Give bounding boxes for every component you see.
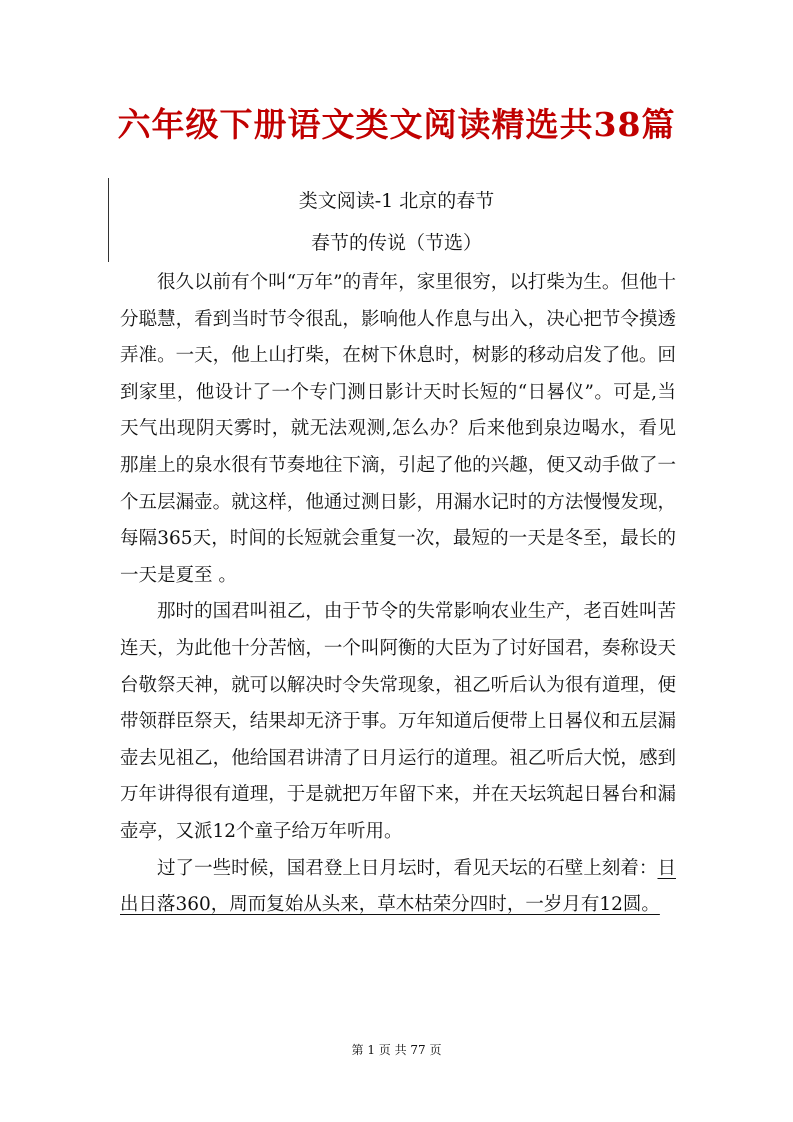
paragraph-3 <box>120 851 676 924</box>
document-title: 六年级下册语文类文阅读精选共38篇 <box>117 105 676 144</box>
paragraph-1: 很久以前有个叫“万年”的青年，家里很穷，以打柴为生。但他十分聪慧，看到当时节令很乱，影响他人作息与出入，决心把节令摸透弄准。一天，他上山打柴，在树下休息时，树影的移动启发了他。回到家里，他设计了一个专门测日影计天时长短的“日晷仪”。可是,当天气出现阴天雾时，就无法观测,怎么办？后来他到泉边喝水，看见那崖上的泉水很有节奏地往下滴，引起了他的兴趣，便又动手做了一个五层漏壶。就这样，他通过测日影，用漏水记时的方法慢慢发现，每隔365天，时间的长短就会重复一次，最短的一天是冬至，最长的一天是夏至 。 <box>120 272 676 586</box>
paragraph-3-inscription: 日出日落360，周而复始从头来，草木枯荣分四时，一岁月有12圆。 <box>120 857 676 916</box>
paragraph-3-intro: 过了一些时候，国君登上日月坛时，看见天坛的石壁上刻着： <box>157 857 658 879</box>
section-heading: 类文阅读-1 北京的春节 <box>298 190 495 212</box>
paragraph-2: 那时的国君叫祖乙，由于节令的失常影响农业生产，老百姓叫苦连天，为此他十分苦恼，一个叫阿衡的大臣为了讨好国君，奏称设天台敬祭天神，就可以解决时令失常现象，祖乙听后认为很有道理，便带领群臣祭天，结果却无济于事。万年知道后便带上日晷仪和五层漏壶去见祖乙，他给国君讲清了日月运行的道理。祖乙听后大悦，感到万年讲得很有道理，于是就把万年留下来，并在天坛筑起日晷台和漏壶亭，又派12个童子给万年听用。 <box>120 601 676 842</box>
article-title: 春节的传说（节选） <box>310 232 482 254</box>
article-body <box>120 265 676 924</box>
page-footer: 第 1 页 共 77 页 <box>351 1043 442 1057</box>
